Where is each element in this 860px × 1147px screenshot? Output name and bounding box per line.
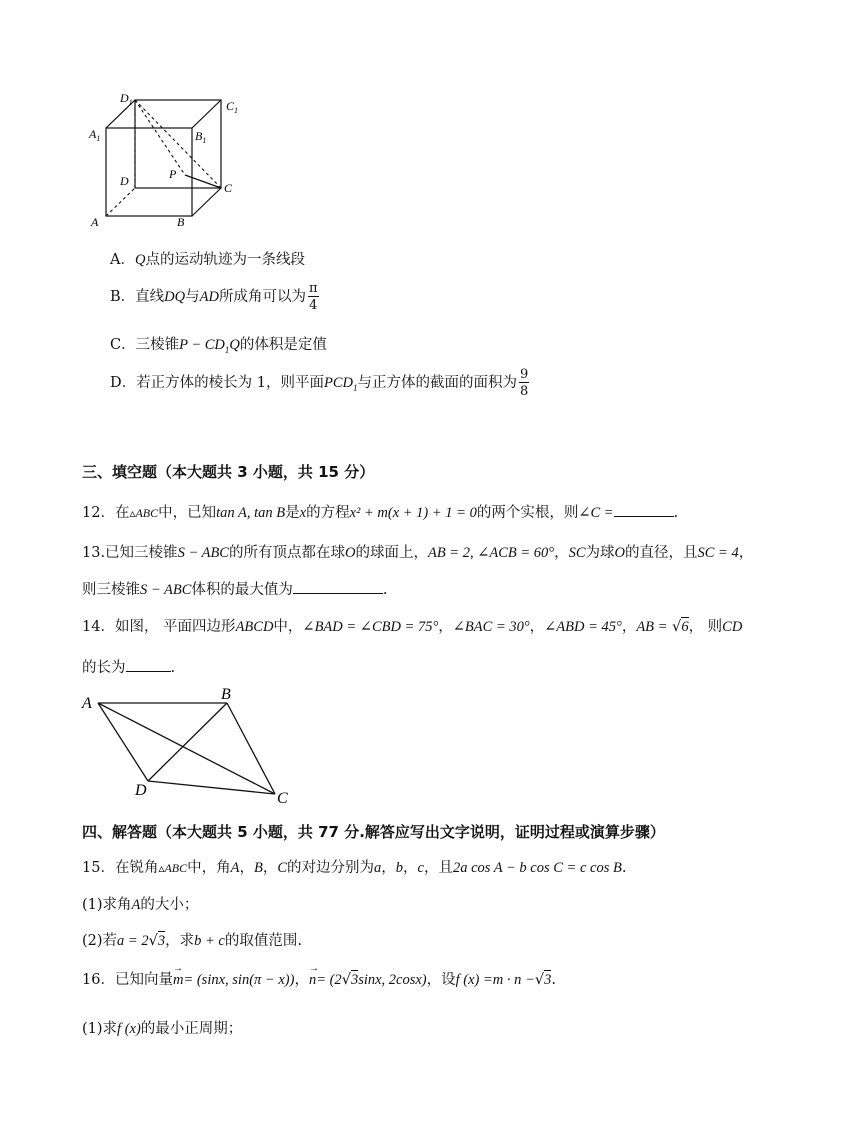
label-d: D (120, 174, 129, 188)
option-d: D．若正方体的棱长为 1，则平面$PCD_1$与正方体的截面的面积为 $\frac{9}{8}$ (110, 367, 529, 399)
answer-blank[interactable] (614, 502, 674, 517)
vector-n: → n (308, 963, 319, 988)
label-b1: $B_1$ (195, 129, 207, 145)
label-c: C (224, 181, 233, 195)
fraction-9-over-8: $\frac{9}{8}$ (519, 367, 529, 399)
label-a: A (91, 215, 99, 229)
question-15-part-2: (2)若a = 2√3，求b + c的取值范围. (82, 933, 302, 949)
fraction-pi-over-4: $\frac{\pi}{4}$ (308, 281, 318, 313)
label-a1: $A_1$ (89, 127, 101, 143)
cube-figure (82, 88, 252, 233)
question-13-line-1: 13.已知三棱锥S − ABC的所有顶点都在球O的球面上，AB = 2, ∠ACB = 60°，SC为球O的直径，且SC = 4， (82, 545, 754, 561)
label-a: A (82, 695, 92, 712)
question-13-line-2: 则三棱锥S − ABC体积的最大值为 . (82, 578, 388, 599)
option-a: A．Q点的运动轨迹为一条线段 (110, 252, 305, 268)
vector-m: → m (172, 963, 184, 988)
section-heading-fill-in: 三、填空题（本大题共 3 小题，共 15 分） (82, 463, 375, 481)
question-12: 12．在▵ABC中，已知tan A, tan B是x的方程x² + m(x + 1) + 1 = 0的两个实根，则∠C = . (82, 501, 678, 522)
question-15: 15．在锐角▵ABC中，角A，B，C的对边分别为a，b，c，且2a cos A − b cos C = c cos B. (82, 860, 627, 876)
question-16: 16．已知向量 → m= (sinx, sin(π − x))， → n= (2√3sinx, 2cosx)，设f (x) =m · n −√3. (82, 963, 556, 988)
label-p: P (169, 167, 177, 181)
section-heading-solutions: 四、解答题（本大题共 5 小题，共 77 分.解答应写出文字说明，证明过程或演算步骤） (82, 823, 665, 841)
question-14-line-2: 的长为 . (82, 656, 175, 677)
label-b: B (221, 686, 231, 703)
label-d1: $D_1$ (120, 91, 133, 107)
label-c1: $C_1$ (226, 99, 239, 115)
option-c: C．三棱锥$P - CD_1Q$的体积是定值 (110, 337, 327, 355)
answer-blank[interactable] (293, 579, 383, 594)
option-b: B．直线DQ与AD所成角可以为 $\frac{\pi}{4}$ (110, 281, 318, 313)
label-d: D (135, 782, 147, 799)
question-15-part-1: (1)求角A的大小； (82, 897, 199, 913)
question-16-part-1: (1)求f (x)的最小正周期； (82, 1021, 243, 1037)
label-c: C (277, 790, 288, 807)
quadrilateral-figure (78, 684, 303, 809)
label-b: B (177, 215, 185, 229)
answer-blank[interactable] (126, 657, 171, 672)
question-14-line-1: 14．如图， 平面四边形ABCD中，∠BAD = ∠CBD = 75°，∠BAC = 30°，∠ABD = 45°，AB = √6， 则CD (82, 619, 743, 635)
